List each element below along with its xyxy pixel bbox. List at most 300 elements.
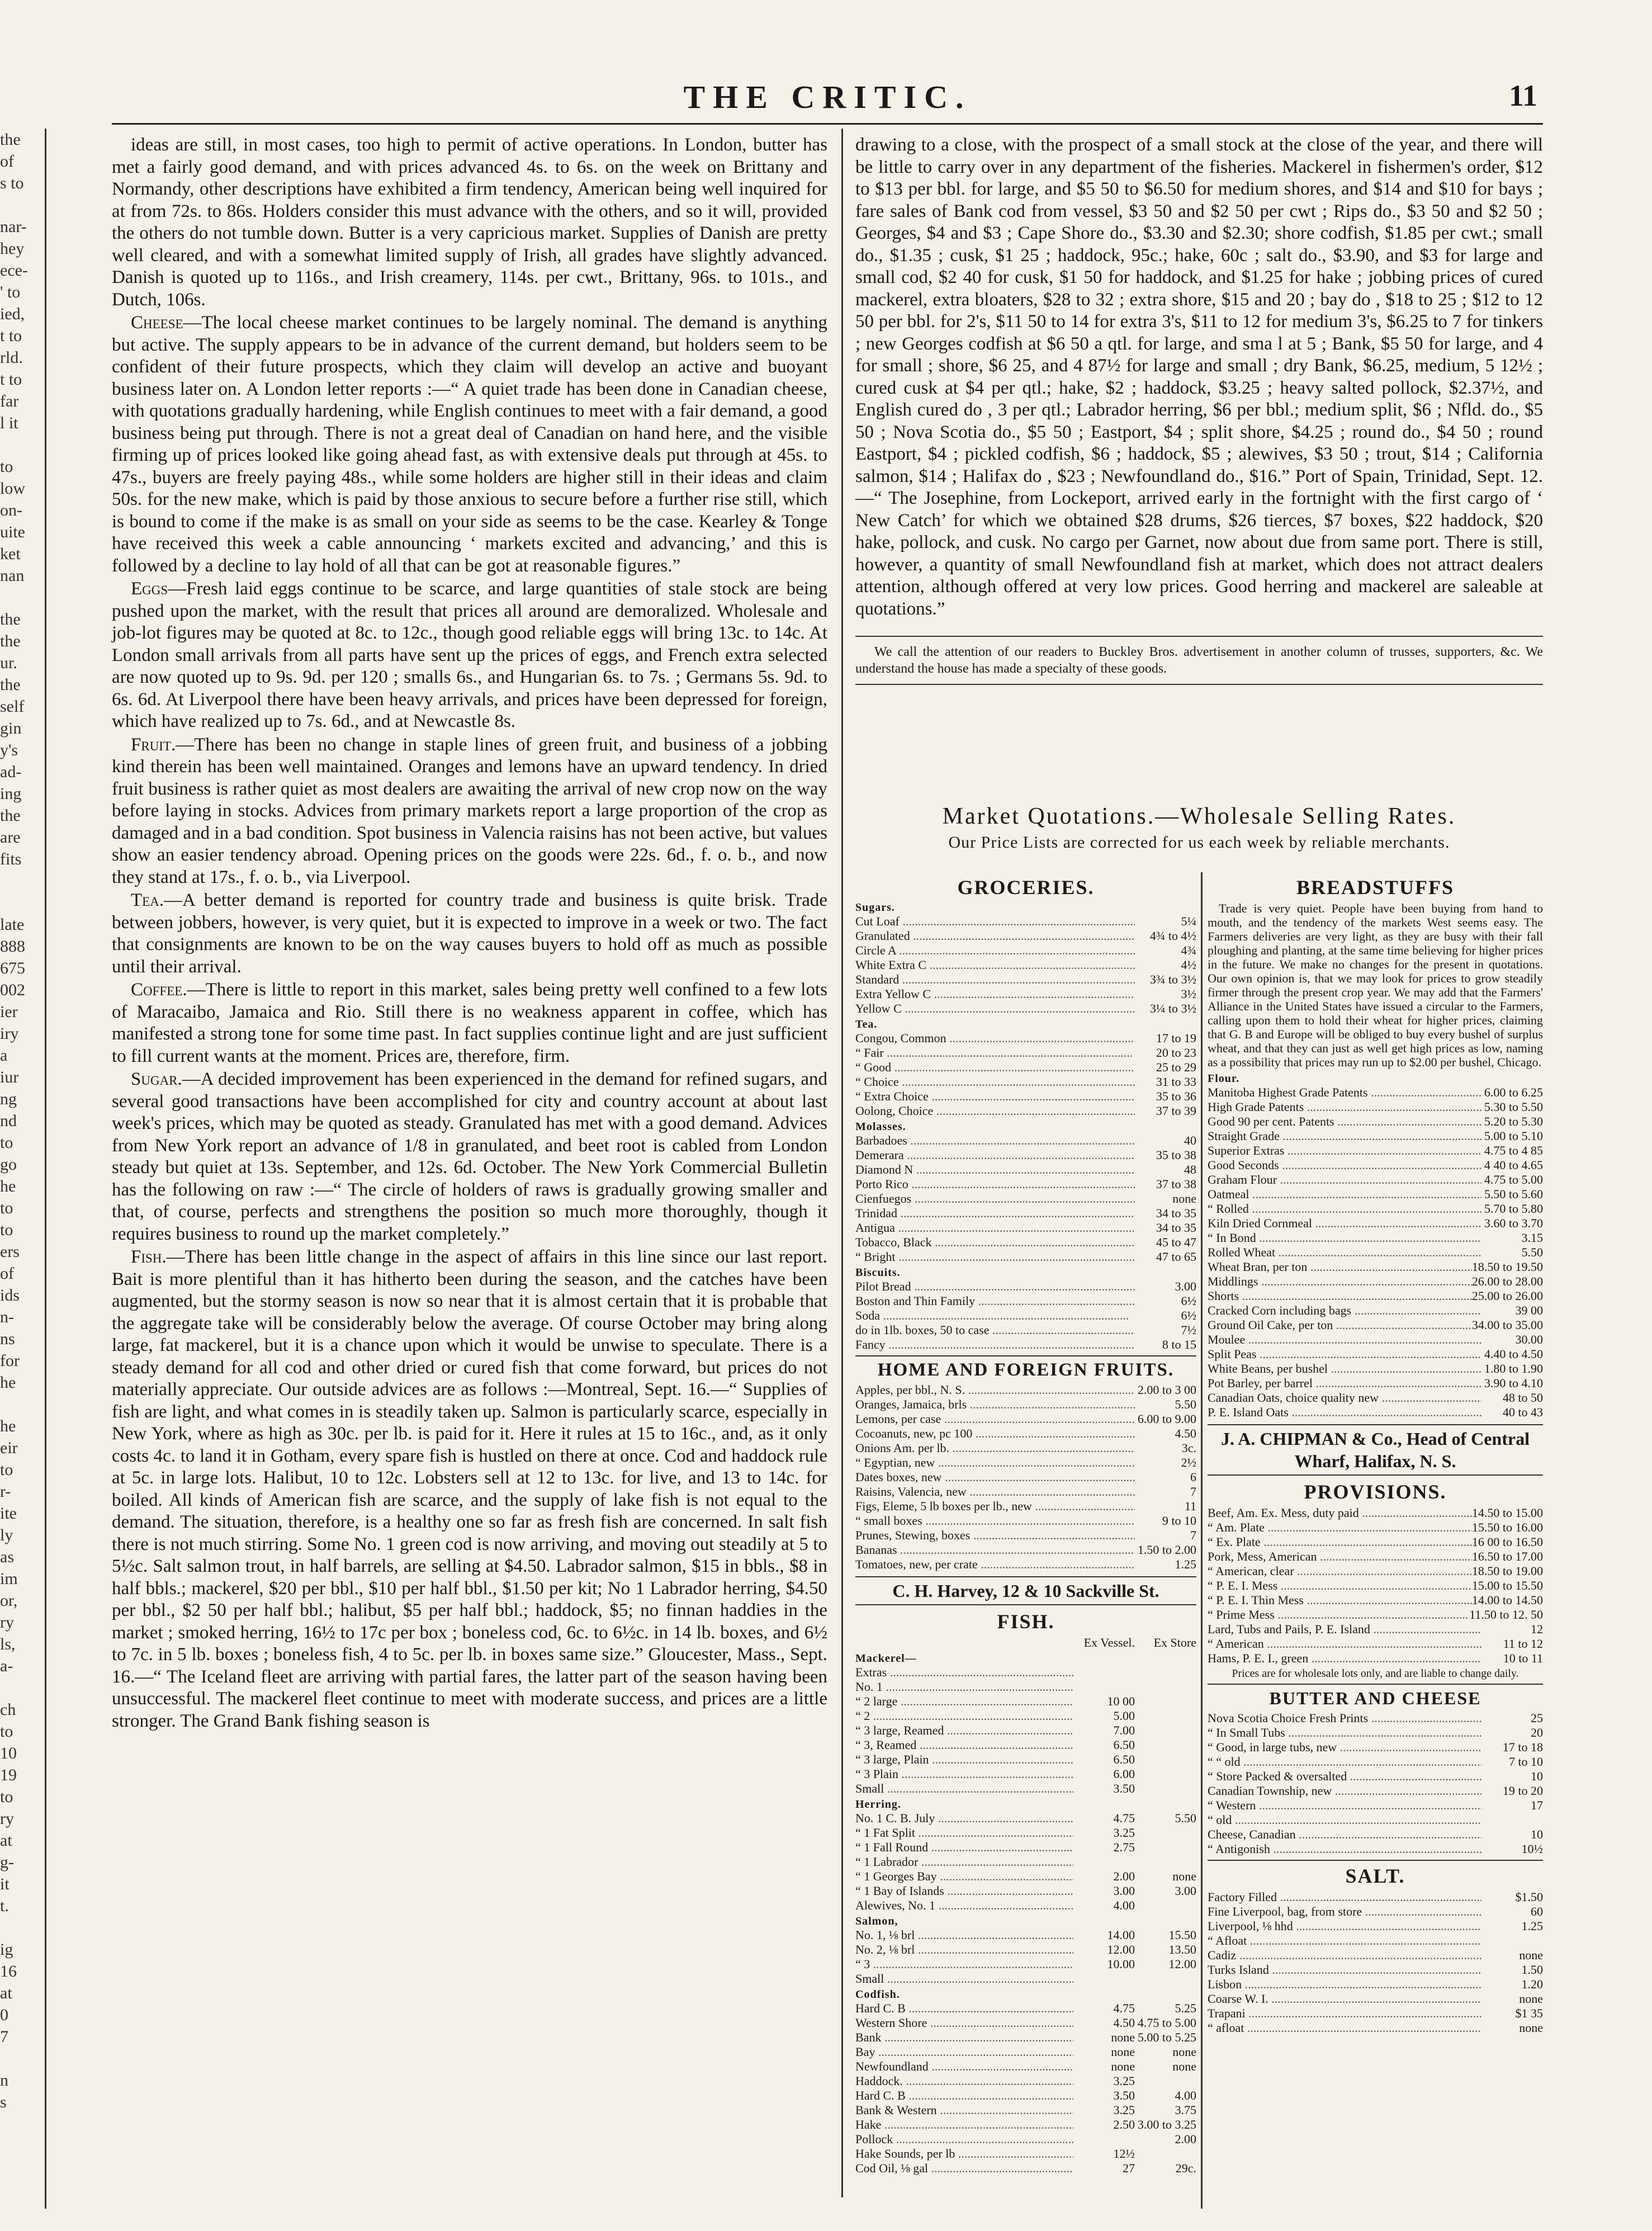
price-row xyxy=(855,1781,1196,1796)
item-label: Hake Sounds, per lb ..... xyxy=(855,2147,1073,2161)
edge-fragment: the xyxy=(0,806,21,825)
edge-fragment: ly xyxy=(0,1526,13,1544)
edge-fragment xyxy=(0,1917,34,1939)
item-price: 9 to 10 xyxy=(1162,1514,1196,1528)
edge-fragment: ece- xyxy=(0,261,28,280)
price-row xyxy=(855,2001,1196,2016)
item-label: Hard C. B ..... xyxy=(855,2088,1073,2103)
item-label: Beef, Am. Ex. Mess, duty paid ..... xyxy=(1208,1506,1472,1520)
price-ex-store: none xyxy=(1172,2045,1196,2059)
price-row xyxy=(1208,1303,1543,1318)
item-label: “ 3 large, Reamed ..... xyxy=(855,1723,1073,1738)
price-ex-vessel: 4.75 xyxy=(1113,2001,1135,2015)
edge-fragment: self xyxy=(0,697,25,716)
report-paragraph xyxy=(112,734,827,889)
item-price: 11 to 12 xyxy=(1503,1637,1543,1651)
edge-fragment: he xyxy=(0,1373,16,1392)
item-price: 37 to 38 xyxy=(1156,1177,1196,1191)
item-label: Tobacco, Black ..... xyxy=(855,1235,1135,1250)
edge-fragment: at xyxy=(0,1831,12,1850)
item-price: 34.00 to 35.00 xyxy=(1471,1318,1543,1332)
price-row xyxy=(855,1855,1196,1869)
item-price: 5.50 xyxy=(1175,1397,1196,1411)
item-price: 45 to 47 xyxy=(1156,1235,1196,1249)
edge-fragment: 19 xyxy=(0,1766,17,1784)
item-label: Diamond N ..... xyxy=(855,1162,1135,1177)
item-price: $1.50 xyxy=(1515,1890,1543,1904)
price-ex-store xyxy=(1135,1665,1196,1680)
edge-fragment: r- xyxy=(0,1482,11,1501)
price-row xyxy=(1208,1798,1543,1813)
price-row xyxy=(1208,1963,1543,1977)
price-row xyxy=(1208,1376,1543,1391)
price-ex-store xyxy=(1135,1855,1196,1869)
item-label: Bank & Western ..... xyxy=(855,2103,1073,2117)
item-price: none xyxy=(1519,2021,1543,2035)
item-price: 40 xyxy=(1184,1133,1196,1147)
item-label: Fancy ..... xyxy=(855,1337,1135,1352)
item-price: 30.00 xyxy=(1515,1332,1543,1346)
price-ex-vessel: none xyxy=(1111,2059,1135,2073)
item-label: Pork, Mess, American ..... xyxy=(1208,1549,1472,1564)
item-price: 39 00 xyxy=(1515,1303,1543,1317)
item-label: White Beans, per bushel ..... xyxy=(1208,1362,1481,1376)
edge-fragment: for xyxy=(0,1351,20,1370)
item-price: $1 35 xyxy=(1515,2006,1543,2020)
item-label: Trinidad ..... xyxy=(855,1206,1135,1221)
category-heading: Biscuits. xyxy=(855,1266,901,1279)
price-row xyxy=(855,1133,1196,1148)
edge-fragment: late xyxy=(0,915,25,934)
price-ex-store: 5.25 xyxy=(1175,2001,1196,2015)
edge-fragment: ite xyxy=(0,1504,17,1523)
price-ex-store: 13.50 xyxy=(1168,1942,1196,1956)
item-price: 17 to 19 xyxy=(1156,1031,1196,1045)
item-price: 12 xyxy=(1531,1622,1543,1636)
price-ex-vessel: 6.00 xyxy=(1113,1767,1135,1781)
item-price: 20 to 23 xyxy=(1156,1046,1196,1060)
market-left-column xyxy=(855,872,1196,2176)
price-row xyxy=(1208,1202,1543,1216)
price-ex-store: 4.75 to 5.00 xyxy=(1137,2016,1196,2030)
item-price: 25 xyxy=(1531,1711,1543,1725)
edge-fragment: ied, xyxy=(0,305,25,323)
edge-fragment: ier xyxy=(0,1003,18,1021)
price-row xyxy=(855,1383,1196,1397)
item-label: Western Shore ..... xyxy=(855,2016,1073,2030)
item-price: 1.50 to 2.00 xyxy=(1137,1543,1196,1557)
price-row xyxy=(1208,1289,1543,1303)
item-label: “ Western ..... xyxy=(1208,1798,1481,1813)
paragraph-text: .—A better demand is reported for country trade and business is quite brisk. Trade between jobbers, however, is very quiet, but it is expected to improve in a week or two. The fact that consignments are known to be on the way causes buyers to hold off as much as possible until their arrival. xyxy=(112,890,827,977)
item-label: Tomatoes, new, per crate ..... xyxy=(855,1557,1135,1572)
item-label: Barbadoes ..... xyxy=(855,1133,1135,1148)
price-row xyxy=(855,1308,1196,1323)
edge-fragment xyxy=(0,892,34,914)
item-price xyxy=(1481,1934,1543,1948)
price-row xyxy=(1208,1405,1543,1420)
price-row xyxy=(855,1942,1196,1957)
report-paragraph xyxy=(112,890,827,978)
item-label: “ Rolled ..... xyxy=(1208,1202,1481,1216)
item-price: 1.50 xyxy=(1521,1963,1543,1977)
item-price: none xyxy=(1519,1992,1543,2006)
item-price: 11 xyxy=(1184,1499,1196,1513)
edge-fragment: low xyxy=(0,479,25,498)
section-lead: Eggs xyxy=(131,579,168,599)
section-lead: Cheese xyxy=(131,313,183,333)
price-row xyxy=(855,1557,1196,1572)
item-label: Pollock ..... xyxy=(855,2132,1073,2147)
report-paragraph xyxy=(112,134,827,311)
item-price: 4 40 to 4.65 xyxy=(1484,1158,1543,1172)
price-ex-store xyxy=(1135,1709,1196,1723)
price-row xyxy=(855,1543,1196,1557)
item-price: 5.30 to 5.50 xyxy=(1484,1100,1543,1114)
report-paragraph xyxy=(112,1246,827,1732)
edge-fragment: ids xyxy=(0,1286,20,1304)
price-row xyxy=(855,1709,1196,1723)
price-ex-vessel: none xyxy=(1111,2030,1135,2044)
price-ex-store: 3.75 xyxy=(1175,2103,1196,2117)
edge-fragment: 675 xyxy=(0,959,25,977)
item-label: Fine Liverpool, bag, from store ..... xyxy=(1208,1904,1481,1919)
item-price: 3c. xyxy=(1181,1441,1196,1455)
edge-fragment: t to xyxy=(0,327,22,345)
section-rule xyxy=(1208,1684,1543,1685)
price-row xyxy=(1208,1143,1543,1158)
price-ex-store xyxy=(1135,1840,1196,1855)
item-label: Ground Oil Cake, per ton ..... xyxy=(1208,1318,1472,1332)
item-label: Middlings ..... xyxy=(1208,1274,1472,1289)
price-ex-vessel: none xyxy=(1111,2045,1135,2059)
price-row xyxy=(1208,1637,1543,1651)
item-label: “ 2 ..... xyxy=(855,1709,1073,1723)
price-row xyxy=(855,1455,1196,1470)
report-paragraph xyxy=(112,1069,827,1245)
price-ex-vessel: 2.50 xyxy=(1113,2117,1135,2131)
price-row xyxy=(1208,1608,1543,1622)
item-label: Antigua ..... xyxy=(855,1221,1135,1235)
price-ex-store: 29c. xyxy=(1175,2161,1196,2175)
price-row xyxy=(1208,1506,1543,1520)
breadstuffs-table xyxy=(1208,1072,1543,1420)
edge-fragment: ng xyxy=(0,1090,17,1108)
harvey-advert: C. H. Harvey, 12 & 10 Sackville St. xyxy=(855,1576,1196,1605)
chipman-advert: J. A. CHIPMAN & Co., Head of Central Wharf, Halifax, N. S. xyxy=(1208,1424,1543,1476)
fruits-table xyxy=(855,1383,1196,1572)
price-row xyxy=(855,1235,1196,1250)
item-label: “ 1 Labrador ..... xyxy=(855,1855,1073,1869)
item-label: Rolled Wheat ..... xyxy=(1208,1245,1481,1260)
price-row xyxy=(855,1972,1196,1986)
price-ex-store xyxy=(1135,1767,1196,1781)
price-row xyxy=(855,2161,1196,2176)
price-row xyxy=(855,2059,1196,2074)
item-label: No. 1, ⅛ brl ..... xyxy=(855,1928,1073,1942)
price-ex-vessel: 27 xyxy=(1123,2161,1135,2175)
item-label: Bank ..... xyxy=(855,2030,1073,2045)
price-row xyxy=(1208,1260,1543,1274)
price-ex-store: 4.00 xyxy=(1175,2088,1196,2102)
edge-fragment: 002 xyxy=(0,981,25,999)
provisions-note: Prices are for wholesale lots only, and are liable to change daily. xyxy=(1232,1667,1519,1680)
provisions-heading: PROVISIONS. xyxy=(1304,1481,1447,1503)
category-heading: Sugars. xyxy=(855,901,895,914)
item-label: Lard, Tubs and Pails, P. E. Island ..... xyxy=(1208,1622,1481,1637)
price-row xyxy=(1208,1114,1543,1129)
price-ex-store xyxy=(1135,1738,1196,1752)
item-price: 5¼ xyxy=(1181,914,1196,928)
price-row xyxy=(855,1957,1196,1972)
price-row xyxy=(1208,1622,1543,1637)
item-price: 3¾ to 3½ xyxy=(1149,972,1196,986)
edge-fragment: t. xyxy=(0,1897,9,1915)
item-label: No. 1 C. B. July ..... xyxy=(855,1811,1073,1826)
fish-report-continued xyxy=(855,134,1543,685)
price-row xyxy=(855,2074,1196,2088)
edge-fragment: iry xyxy=(0,1024,19,1043)
item-label: No. 2, ⅛ brl ..... xyxy=(855,1942,1073,1957)
category-heading: Mackerel— xyxy=(855,1652,917,1665)
edge-fragment: ns xyxy=(0,1330,15,1348)
item-label: Trapani ..... xyxy=(1208,2006,1481,2021)
item-price: 17 to 18 xyxy=(1502,1740,1543,1754)
edge-fragment: to xyxy=(0,1460,13,1479)
fish-heading: FISH. xyxy=(997,1610,1055,1633)
item-label: “ small boxes ..... xyxy=(855,1514,1135,1528)
item-price: 6½ xyxy=(1181,1308,1196,1322)
section-lead: Tea xyxy=(131,890,159,910)
item-price: 6.00 to 6.25 xyxy=(1484,1085,1543,1099)
price-row xyxy=(855,2147,1196,2161)
item-price: 4.40 to 4.50 xyxy=(1484,1347,1543,1361)
price-ex-vessel xyxy=(1073,1855,1135,1869)
edge-fragment: s xyxy=(0,2093,7,2111)
item-label: “ Extra Choice ..... xyxy=(855,1089,1135,1104)
report-paragraph xyxy=(112,312,827,577)
price-row xyxy=(855,1665,1196,1680)
item-label: Onions Am. per lb. ..... xyxy=(855,1441,1135,1455)
item-label: White Extra C ..... xyxy=(855,958,1135,972)
edge-fragment: uite xyxy=(0,523,25,541)
item-price: 4.50 xyxy=(1175,1426,1196,1440)
edge-fragment: go xyxy=(0,1155,17,1174)
item-label: Nova Scotia Choice Fresh Prints ..... xyxy=(1208,1711,1481,1726)
item-label: “ Bright ..... xyxy=(855,1250,1135,1264)
paragraph-text: —The local cheese market continues to be largely nominal. The demand is anything but active. The supply appears to be in advance of the current demand, but holders seem to be confident of their future prospects, which they claim will develop an active and buoyant business later on. A London letter reports :—“ A quiet trade has been done in Canadian cheese, with quotations gradually hardening, while English continues to meet with a fair demand, a good business being put through. There is not a great deal of Canadian on hand here, and the visible firming up of prices looked like going ahead fast, as with extensive deals put through at 45s. to 47s., buyers are freely paying 48s., while some holders are higher still in their ideas and claim 50s. for the new make, which is paid by those anxious to secure before a further rise still, which is bound to come if the make is as small on your side as seems to be the case. Kearley & Tonge have received this week a cable announcing ‘ markets excited and advancing,’ and this is followed by a decline to lay hold of all that can be got at reasonable figures.” xyxy=(112,313,827,576)
item-price: 2½ xyxy=(1181,1455,1196,1469)
edge-fragment: ls, xyxy=(0,1635,16,1653)
item-price: 5.20 to 5.30 xyxy=(1484,1114,1543,1128)
fish-table xyxy=(855,1652,1196,2176)
item-price: 7½ xyxy=(1181,1323,1196,1337)
item-price: 5.50 to 5.60 xyxy=(1484,1187,1543,1201)
edge-fragment: to xyxy=(0,1133,13,1152)
page-number: 11 xyxy=(1508,79,1537,112)
item-label: Alewives, No. 1 ..... xyxy=(855,1898,1073,1913)
item-label: “ Ex. Plate ..... xyxy=(1208,1535,1472,1549)
item-label: “ Choice ..... xyxy=(855,1075,1135,1089)
item-label: “ P. E. I. Thin Mess ..... xyxy=(1208,1593,1472,1608)
item-price: 1.20 xyxy=(1521,1977,1543,1991)
price-row xyxy=(855,1470,1196,1485)
price-row xyxy=(855,914,1196,929)
edge-fragment: ers xyxy=(0,1242,20,1261)
item-price: 7 to 10 xyxy=(1508,1755,1543,1769)
price-row xyxy=(855,1826,1196,1840)
item-label: Canadian Oats, choice quality new ..... xyxy=(1208,1391,1481,1405)
price-row xyxy=(1208,1890,1543,1904)
item-price: 3.60 to 3.70 xyxy=(1484,1216,1543,1230)
price-row xyxy=(1208,1769,1543,1784)
price-row xyxy=(855,2030,1196,2045)
price-row xyxy=(855,1528,1196,1543)
item-price: 48 xyxy=(1184,1162,1196,1176)
price-ex-store xyxy=(1135,2074,1196,2088)
edge-fragment: l it xyxy=(0,414,18,432)
item-label: Pot Barley, per barrel ..... xyxy=(1208,1376,1481,1391)
item-price: 40 to 43 xyxy=(1502,1405,1543,1419)
item-label: Circle A ..... xyxy=(855,943,1135,958)
item-label: Canadian Township, new ..... xyxy=(1208,1784,1481,1798)
item-price: 2.00 to 3 00 xyxy=(1137,1383,1196,1397)
edge-fragment: ig xyxy=(0,1940,13,1959)
item-label: “ old ..... xyxy=(1208,1813,1481,1827)
item-price: 10 to 11 xyxy=(1503,1651,1543,1665)
item-label: Superior Extras ..... xyxy=(1208,1143,1481,1158)
price-row xyxy=(855,1738,1196,1752)
paragraph-text: .—There is little to report in this market, sales being pretty well confined to a few lots of Maracaibo, Jamaica and Rio. Still there is no weakness apparent in coffee, which has manifested a strong tone for some time past. In fact supplies continue light and are just sufficient to fill current wants at the moment. Prices are, therefore, firm. xyxy=(112,980,827,1066)
paragraph-text: ideas are still, in most cases, too high to permit of active operations. In London, butter has met a fairly good demand, and with prices advanced 4s. to 6s. on the week on Brittany and Normandy, other descriptions have exhibited a firm tendency, American being well inquired for at from 72s. to 86s. Holders consider this must advance with the others, and so it will, provided the others do not tumble down. Butter is a very capricious market. Supplies of Danish are pretty well cleared, and with a somewhat limited supply of Irish, all grades have slightly advanced. Danish is quoted up to 116s., and Irish creamery, 114s. per cwt., Brittany, 96s. to 101s., and Dutch, 106s. xyxy=(112,135,827,310)
price-row xyxy=(855,2045,1196,2059)
edge-fragment: 16 xyxy=(0,1962,17,1981)
price-row xyxy=(855,1928,1196,1942)
price-row xyxy=(1208,2006,1543,2021)
item-label: Small ..... xyxy=(855,1972,1073,1986)
item-label: Cadiz ..... xyxy=(1208,1948,1481,1963)
masthead-title: THE CRITIC. xyxy=(683,79,972,115)
item-label: “ American ..... xyxy=(1208,1637,1481,1651)
price-row xyxy=(855,1206,1196,1221)
item-price xyxy=(1481,1813,1543,1827)
price-ex-vessel: 4.75 xyxy=(1113,1811,1135,1825)
item-price: 3.00 xyxy=(1175,1279,1196,1293)
paragraph-text: .—There has been little change in the aspect of affairs in this line since our last report. Bait is more plentiful than it has hitherto been during the season, and the catches have been augmented, but the stormy season is now so near that it is almost certain that it is probable that the aggregate take will be considerably below the average. Of course October may bring along large, fat mackerel, but it is a chance upon which it would be unwise to speculate. There is a steady demand for all cod and other dried or cured fish that come forward, but prices do not materially appreciate. Our outside advices are as follows :—Montreal, Sept. 16.—“ Supplies of fish are light, and what comes in is steadily taken up. Salmon is particularly scarce, especially in New York, where as high as 30c. per lb. is paid for it. Here it rules at 15 to 16c., and, as it only costs 4c. to land it in Gotham, every spare fish is hustled on there at once. Cod and haddock rule at 5c. in large lots. Halibut, 10 to 12c. Lobsters sell at 12 to 13c. for live, and 13 to 14c. for boiled. All kinds of American fish are scarce, and the supply of lake fish is not equal to the demand. The situation, therefore, is a healthy one so far as fresh fish are concerned. In salt fish there is not much stirring. Some No. 1 green cod is now arriving, and moving out steadily at 5 to 5½c. Salt salmon trout, in half barrels, are selling at $4.50. Labrador salmon, $15 in bbls., $8 in half bbls.; mackerel, $20 per bbl., $10 per half bbl., $1.50 per kit; No 1 Labrador herring, $4.50 per bbl., $2 50 per half bbl.; halibut, $5 per half bbl.; haddock, $5; no finnan haddies in the market ; smoked herring, 16½ to 17c per box ; boneless cod, 6c. to 6½c. in 14 lb. boxes, and 6½ to 7c. in 5 lb. boxes ; boneless fish, 4 to 5c. per lb. in boxes same size.” Gloucester, Mass., Sept. 16.—“ The Iceland fleet are arriving with partial fares, the latter part of the season having been unsuccessful. The mackerel fleet continue to meet with moderate success, and prices are a little stronger. The Grand Bank fishing season is xyxy=(112,1247,827,1731)
item-label: Boston and Thin Family ..... xyxy=(855,1294,1135,1308)
price-row xyxy=(1208,1992,1543,2006)
item-label: “ Afloat ..... xyxy=(1208,1934,1481,1948)
edge-fragment: 10 xyxy=(0,1744,17,1762)
adjacent-page-edge-fragments xyxy=(0,129,34,2197)
item-label: Bay ..... xyxy=(855,2045,1073,2059)
price-row xyxy=(855,1279,1196,1294)
item-label: “ 3 Plain ..... xyxy=(855,1767,1073,1781)
price-row xyxy=(1208,1535,1543,1549)
item-price: 34 to 35 xyxy=(1156,1206,1196,1220)
edge-fragment: ry xyxy=(0,1809,14,1828)
item-label: Extra Yellow C ..... xyxy=(855,987,1135,1001)
item-label: “ Store Packed & oversalted ..... xyxy=(1208,1769,1481,1784)
price-row xyxy=(855,1060,1196,1075)
item-price: 5.70 to 5.80 xyxy=(1484,1202,1543,1216)
item-label: Raisins, Valencia, new ..... xyxy=(855,1485,1135,1499)
item-label: “ P. E. I. Mess ..... xyxy=(1208,1578,1472,1593)
price-ex-vessel: 3.25 xyxy=(1113,2103,1135,2117)
edge-fragment: a- xyxy=(0,1657,13,1675)
item-label: Turks Island ..... xyxy=(1208,1963,1481,1977)
item-label: Yellow C ..... xyxy=(855,1001,1135,1016)
edge-fragment: n- xyxy=(0,1308,14,1326)
item-label: Oolong, Choice ..... xyxy=(855,1104,1135,1118)
item-label: Standard ..... xyxy=(855,972,1135,987)
price-row xyxy=(1208,1904,1543,1919)
price-row xyxy=(855,1250,1196,1264)
price-ex-store xyxy=(1135,1898,1196,1913)
price-row xyxy=(855,972,1196,987)
price-ex-store xyxy=(1135,1972,1196,1986)
item-price: 26.00 to 28.00 xyxy=(1471,1274,1543,1288)
price-row xyxy=(855,1294,1196,1308)
price-row xyxy=(1208,1977,1543,1992)
item-price: 48 to 50 xyxy=(1502,1391,1543,1405)
edge-fragment xyxy=(0,870,34,892)
price-row xyxy=(855,1031,1196,1046)
price-row xyxy=(1208,1919,1543,1934)
edge-fragment: hey xyxy=(0,239,25,258)
price-row xyxy=(855,987,1196,1001)
fish-col-vessel: Ex Vessel. xyxy=(1083,1636,1135,1649)
category-heading: Codfish. xyxy=(855,1988,900,2001)
edge-fragment: t to xyxy=(0,370,22,389)
item-price: 14.50 to 15.00 xyxy=(1471,1506,1543,1520)
item-label: Newfoundland ..... xyxy=(855,2059,1073,2074)
item-price: 1.25 xyxy=(1175,1557,1196,1571)
item-label: Factory Filled ..... xyxy=(1208,1890,1481,1904)
butter-table xyxy=(1208,1711,1543,1856)
item-price: 16 00 to 16.50 xyxy=(1471,1535,1543,1549)
item-price: 3½ xyxy=(1181,987,1196,1001)
price-row xyxy=(855,2132,1196,2147)
price-row xyxy=(1208,1245,1543,1260)
item-label: Lemons, per case ..... xyxy=(855,1412,1135,1426)
price-row xyxy=(855,1397,1196,1412)
item-label: “ 2 large ..... xyxy=(855,1694,1073,1709)
item-label: Figs, Eleme, 5 lb boxes per lb., new ..... xyxy=(855,1499,1135,1514)
price-row xyxy=(1208,1842,1543,1856)
item-price: 60 xyxy=(1531,1904,1543,1918)
price-ex-vessel: 3.50 xyxy=(1113,2088,1135,2102)
item-price: 4.75 to 4 85 xyxy=(1484,1143,1543,1157)
edge-fragment: nan xyxy=(0,566,25,585)
edge-fragment: g- xyxy=(0,1853,14,1871)
item-price: 10½ xyxy=(1521,1842,1543,1856)
paragraph-text: .—There has been no change in staple lines of green fruit, and business of a jobbing kind therein has been well maintained. Oranges and lemons have an upward tendency. In dried fruit business is rather quiet as most dealers are awaiting the arrival of new crop now on the way before laying in stocks. Advices from primary markets report a large proportion of the crop as damaged and in a bad condition. Spot business in Valencia raisins has not been active, but values show an easier tendency abroad. Opening prices on the goods were 22s. 6d., f. o. b., and now they stand at 17s., f. o. b., via Liverpool. xyxy=(112,734,827,887)
item-price: 31 to 33 xyxy=(1156,1075,1196,1089)
price-row xyxy=(855,1046,1196,1060)
price-row xyxy=(855,1075,1196,1089)
category-heading: Flour. xyxy=(1208,1072,1239,1085)
item-label: Pilot Bread ..... xyxy=(855,1279,1135,1294)
edge-fragment: to xyxy=(0,1221,13,1239)
price-row xyxy=(855,1485,1196,1499)
item-label: do in 1lb. boxes, 50 to case ..... xyxy=(855,1323,1135,1337)
item-price: 4¾ xyxy=(1181,943,1196,957)
market-right-column xyxy=(1208,872,1543,2035)
section-lead: Sugar xyxy=(131,1069,178,1089)
price-row xyxy=(855,1177,1196,1192)
item-label: “ “ old ..... xyxy=(1208,1755,1481,1769)
